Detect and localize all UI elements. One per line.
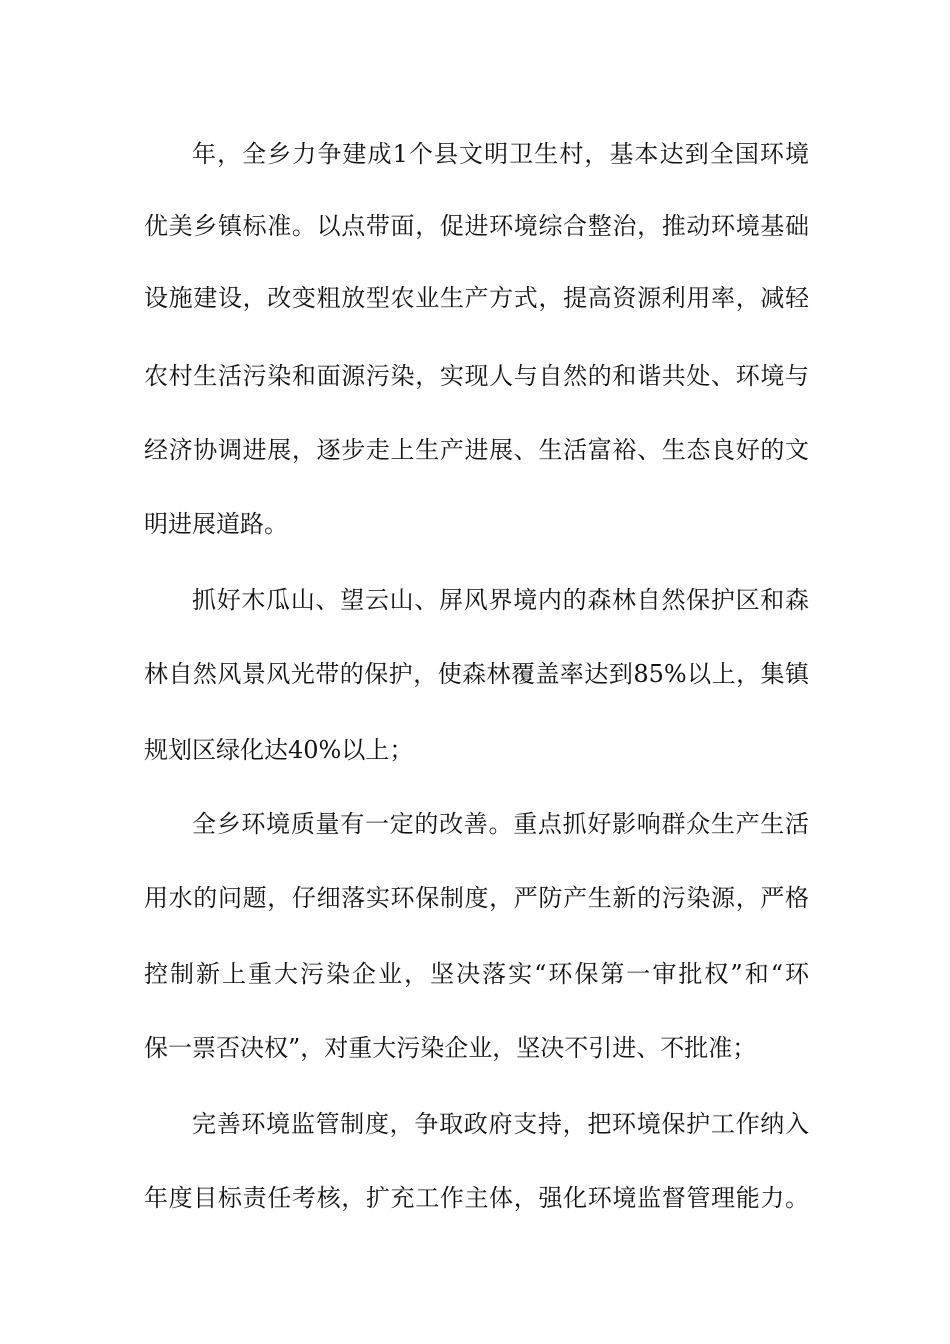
paragraph-3-line-2: 用水的问题，仔细落实环保制度，严防产生新的污染源，严格 [144,884,809,912]
paragraph-2-line-3: 规划区绿化达40%以上； [144,736,414,764]
paragraph-1-line-1: 年，全乡力争建成1个县文明卫生村，基本达到全国环境 [192,140,809,168]
paragraph-2-line-1: 抓好木瓜山、望云山、屏风界境内的森林自然保护区和森 [192,586,809,614]
paragraph-2-line-2: 林自然风景风光带的保护，使森林覆盖率达到85%以上，集镇 [144,660,809,688]
paragraph-3-line-4: 保一票否决权”，对重大污染企业，坚决不引进、不批准； [144,1034,757,1062]
paragraph-3-line-1: 全乡环境质量有一定的改善。重点抓好影响群众生产生活 [192,810,809,838]
paragraph-1-line-4: 农村生活污染和面源污染，实现人与自然的和谐共处、环境与 [144,362,809,390]
paragraph-4-line-1: 完善环境监管制度，争取政府支持，把环境保护工作纳入 [192,1110,809,1138]
paragraph-3-line-3: 控制新上重大污染企业，坚决落实“环保第一审批权”和“环 [144,960,809,988]
paragraph-1-line-5: 经济协调进展，逐步走上生产进展、生活富裕、生态良好的文 [144,436,809,464]
paragraph-1-line-2: 优美乡镇标准。以点带面，促进环境综合整治，推动环境基础 [144,212,809,240]
paragraph-1-line-3: 设施建设，改变粗放型农业生产方式，提高资源利用率，减轻 [144,284,809,312]
paragraph-4-line-2: 年度目标责任考核，扩充工作主体，强化环境监督管理能力。 [144,1184,809,1212]
paragraph-1-line-6: 明进展道路。 [144,510,288,538]
